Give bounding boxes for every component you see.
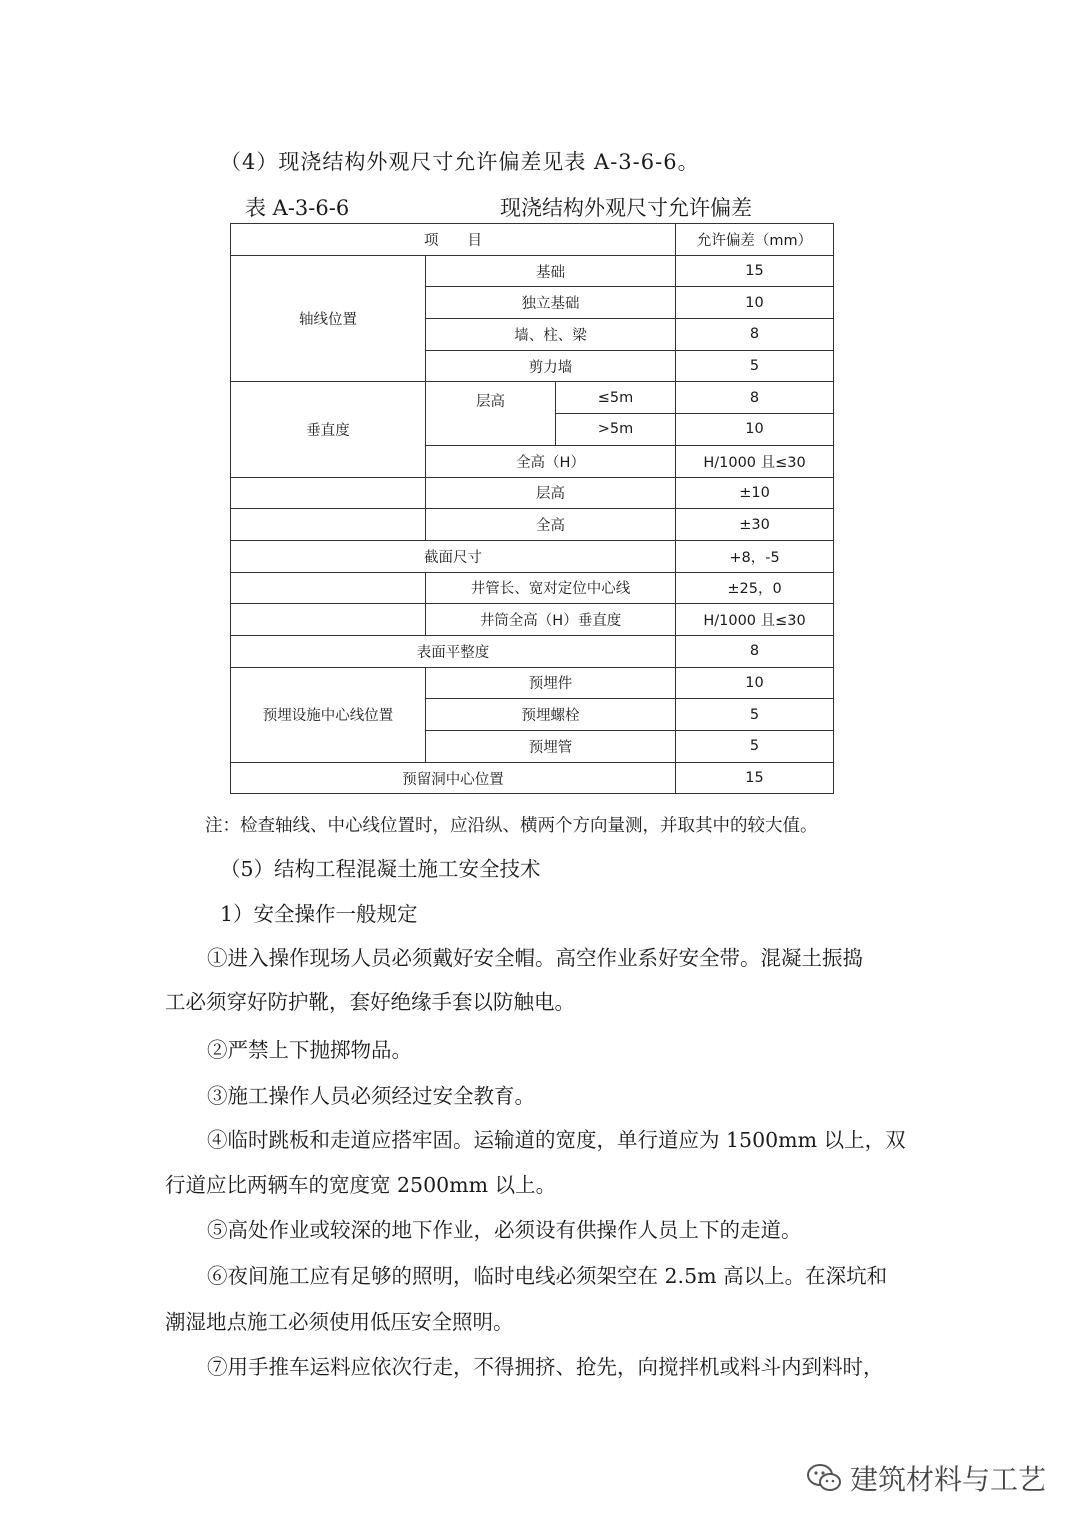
- table-cell: 5: [676, 699, 834, 731]
- paragraph-line: ⑤高处作业或较深的地下作业，必须设有供操作人员上下的走道。: [207, 1218, 802, 1242]
- table-cell: 8: [676, 382, 834, 414]
- paragraph-line: ①进入操作现场人员必须戴好安全帽。高空作业系好安全带。混凝土振捣: [207, 946, 863, 970]
- table-title: 现浇结构外观尺寸允许偏差: [500, 196, 752, 220]
- table-cell: 预埋件: [426, 667, 676, 699]
- table-cell: ±10: [676, 477, 834, 509]
- paragraph-line: 工必须穿好防护靴，套好绝缘手套以防触电。: [165, 990, 575, 1014]
- table-cell: 层高: [426, 477, 676, 509]
- table-cell: 独立基础: [426, 287, 676, 319]
- table-cell: >5m: [556, 414, 676, 446]
- vertical-group-label: 垂直度: [231, 382, 426, 477]
- table-cell: 全高（H）: [426, 445, 676, 477]
- table-row: [231, 509, 834, 541]
- paragraph-line: ②严禁上下抛掷物品。: [207, 1038, 412, 1062]
- table-cell: 墙、柱、梁: [426, 319, 676, 351]
- table-header-row: [231, 224, 834, 256]
- paragraph-line: （5）结构工程混凝土施工安全技术: [220, 857, 541, 881]
- table-cell: 15: [676, 762, 834, 794]
- table-row: [231, 762, 834, 794]
- table-row: [231, 635, 834, 667]
- watermark-text: 建筑材料与工艺: [849, 1463, 1046, 1496]
- embedded-group-label: 预埋设施中心线位置: [231, 667, 426, 762]
- header-tolerance: 允许偏差（mm）: [676, 224, 834, 256]
- table-row: [231, 572, 834, 604]
- watermark: [806, 1458, 1046, 1498]
- section-heading: （4）现浇结构外观尺寸允许偏差见表 A-3-6-6。: [220, 150, 700, 174]
- table-cell: 5: [676, 731, 834, 763]
- table-cell: 8: [676, 319, 834, 351]
- table-cell-empty: [231, 604, 426, 636]
- table-cell-empty: [231, 509, 426, 541]
- table-cell: 井筒全高（H）垂直度: [426, 604, 676, 636]
- table-cell: H/1000 且≤30: [676, 604, 834, 636]
- table-cell: 5: [676, 350, 834, 382]
- storey-height-label: 层高: [426, 382, 556, 445]
- table-cell: 截面尺寸: [231, 540, 676, 572]
- table-cell: H/1000 且≤30: [676, 445, 834, 477]
- table-row: [231, 255, 834, 287]
- table-cell: 预留洞中心位置: [231, 762, 676, 794]
- paragraph-line: 潮湿地点施工必须使用低压安全照明。: [165, 1310, 514, 1334]
- paragraph-line: ⑥夜间施工应有足够的照明，临时电线必须架空在 2.5m 高以上。在深坑和: [207, 1264, 888, 1288]
- table-row: [231, 382, 834, 414]
- table-row: [231, 540, 834, 572]
- table-cell: 10: [676, 414, 834, 446]
- table-cell: 基础: [426, 255, 676, 287]
- paragraph-line: ④临时跳板和走道应搭牢固。运输道的宽度，单行道应为 1500mm 以上，双: [207, 1128, 906, 1152]
- table-cell: 预埋管: [426, 731, 676, 763]
- table-cell: ±25，0: [676, 572, 834, 604]
- table-row: [231, 604, 834, 636]
- wechat-icon: [806, 1462, 842, 1494]
- table-cell: 15: [676, 255, 834, 287]
- table-cell: 剪力墙: [426, 350, 676, 382]
- tolerance-table: [230, 223, 834, 794]
- table-cell: +8，-5: [676, 540, 834, 572]
- table-cell: 预埋螺栓: [426, 699, 676, 731]
- table-cell: ±30: [676, 509, 834, 541]
- table-cell: ≤5m: [556, 382, 676, 414]
- table-cell: 10: [676, 667, 834, 699]
- table-cell: 10: [676, 287, 834, 319]
- table-cell: 井管长、宽对定位中心线: [426, 572, 676, 604]
- table-number: 表 A-3-6-6: [245, 196, 350, 220]
- table-note: 注：检查轴线、中心线位置时，应沿纵、横两个方向量测，并取其中的较大值。: [205, 816, 818, 836]
- paragraph-line: 1）安全操作一般规定: [220, 902, 418, 926]
- table-cell: 全高: [426, 509, 676, 541]
- table-row: [231, 477, 834, 509]
- paragraph-line: ⑦用手推车运料应依次行走，不得拥挤、抢先，向搅拌机或料斗内到料时，: [207, 1355, 884, 1379]
- table-cell-empty: [231, 572, 426, 604]
- table-cell: 8: [676, 635, 834, 667]
- header-item: 项 目: [231, 224, 676, 256]
- table-cell: 表面平整度: [231, 635, 676, 667]
- paragraph-line: ③施工操作人员必须经过安全教育。: [207, 1084, 535, 1108]
- table-row: [231, 667, 834, 699]
- axis-group-label: 轴线位置: [231, 255, 426, 382]
- paragraph-line: 行道应比两辆车的宽度宽 2500mm 以上。: [165, 1173, 557, 1197]
- table-cell-empty: [231, 477, 426, 509]
